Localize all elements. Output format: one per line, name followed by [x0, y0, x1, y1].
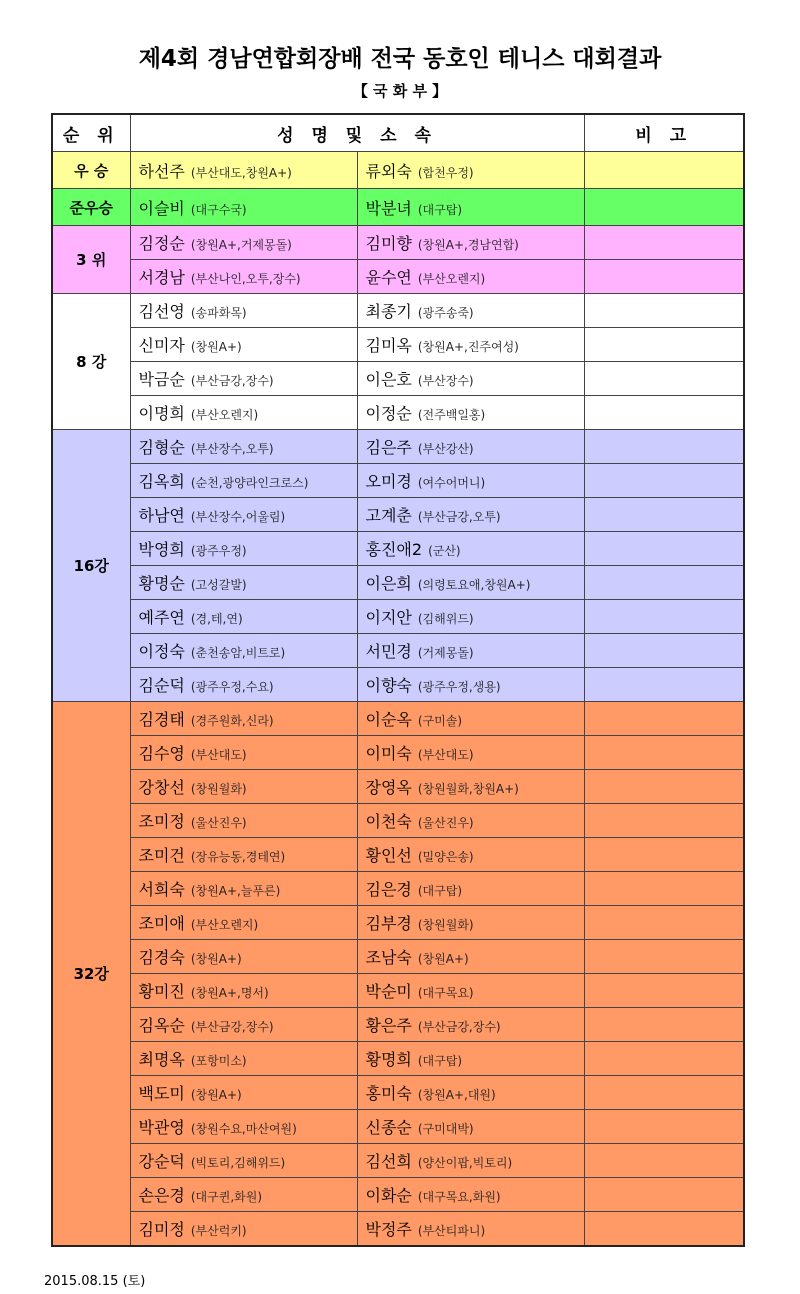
player-cell — [357, 804, 584, 838]
player-name: 조미건 — [138, 846, 185, 865]
table-row — [52, 940, 744, 974]
player-cell — [357, 1178, 584, 1212]
note-cell — [584, 974, 744, 1008]
player-club: (부산럭키) — [190, 1224, 247, 1238]
player-club: (부산강산) — [417, 442, 474, 456]
player-name: 서민경 — [365, 642, 412, 661]
player-cell — [130, 532, 357, 566]
header-row — [52, 114, 744, 152]
player-cell — [357, 430, 584, 464]
table-row — [52, 294, 744, 328]
player-cell — [130, 702, 357, 736]
note-cell — [584, 260, 744, 294]
table-row — [52, 634, 744, 668]
player-name: 이은호 — [365, 370, 412, 389]
player-cell — [357, 328, 584, 362]
player-cell — [130, 396, 357, 430]
player-club: (송파화목) — [190, 306, 247, 320]
table-row — [52, 1110, 744, 1144]
player-cell — [357, 940, 584, 974]
table-row — [52, 736, 744, 770]
note-cell — [584, 189, 744, 226]
player-name: 김정순 — [138, 234, 185, 253]
player-club: (창원수요,마산여원) — [190, 1122, 297, 1136]
player-name: 윤수연 — [365, 268, 412, 287]
player-name: 김옥순 — [138, 1016, 185, 1035]
player-name: 황미진 — [138, 982, 185, 1001]
player-name: 김옥희 — [138, 472, 185, 491]
note-cell — [584, 498, 744, 532]
player-name: 조미정 — [138, 812, 185, 831]
player-name: 이슬비 — [138, 198, 185, 218]
player-cell — [130, 838, 357, 872]
player-name: 김형순 — [138, 438, 185, 457]
player-name: 박순미 — [365, 982, 412, 1001]
note-cell — [584, 600, 744, 634]
table-row — [52, 600, 744, 634]
table-row — [52, 260, 744, 294]
player-club: (창원A+) — [190, 340, 242, 354]
player-name: 황명순 — [138, 574, 185, 593]
player-name: 강순덕 — [138, 1152, 185, 1171]
note-cell — [584, 152, 744, 189]
table-row — [52, 974, 744, 1008]
note-cell — [584, 1008, 744, 1042]
note-cell — [584, 1212, 744, 1247]
rank-cell: 준우승 — [52, 189, 130, 226]
player-cell — [130, 1212, 357, 1247]
rank-cell: 8 강 — [52, 294, 130, 430]
player-name: 조미애 — [138, 914, 185, 933]
player-cell — [130, 600, 357, 634]
player-cell — [130, 940, 357, 974]
player-cell — [357, 668, 584, 702]
player-club: (구미대박) — [417, 1122, 474, 1136]
player-cell — [130, 668, 357, 702]
player-name: 박금순 — [138, 370, 185, 389]
player-cell — [357, 294, 584, 328]
player-cell — [130, 294, 357, 328]
player-club: (여수어머니) — [417, 476, 486, 490]
player-name: 김경숙 — [138, 948, 185, 967]
player-cell — [130, 906, 357, 940]
player-cell — [357, 566, 584, 600]
player-name: 황인선 — [365, 846, 412, 865]
player-cell — [357, 1008, 584, 1042]
table-row — [52, 804, 744, 838]
player-name: 홍미숙 — [365, 1084, 412, 1103]
player-cell — [357, 600, 584, 634]
player-club: (광주우정,생용) — [417, 680, 501, 694]
player-cell — [130, 736, 357, 770]
note-cell — [584, 1110, 744, 1144]
note-cell — [584, 566, 744, 600]
player-club: (합천우정) — [417, 165, 474, 180]
player-cell — [357, 770, 584, 804]
rank-cell: 우 승 — [52, 152, 130, 189]
note-cell — [584, 940, 744, 974]
player-name: 김미옥 — [365, 336, 412, 355]
player-club: (광주우정) — [190, 544, 247, 558]
player-club: (울산진우) — [417, 816, 474, 830]
player-cell — [357, 872, 584, 906]
table-row — [52, 1178, 744, 1212]
player-name: 박정주 — [365, 1220, 412, 1239]
player-name: 하남연 — [138, 506, 185, 525]
note-cell — [584, 226, 744, 260]
player-cell — [130, 1144, 357, 1178]
table-row — [52, 770, 744, 804]
player-club: (부산금강,장수) — [190, 374, 274, 388]
player-club: (부산오렌지) — [417, 272, 486, 286]
player-club: (부산금강,오투) — [417, 510, 501, 524]
player-club: (빅토리,김해위드) — [190, 1156, 286, 1170]
player-club: (구미솔) — [417, 714, 463, 728]
player-club: (밀양은송) — [417, 850, 474, 864]
division-subtitle: 【 국 화 부 】 — [352, 82, 448, 100]
player-cell — [357, 838, 584, 872]
player-club: (양산이팝,빅토리) — [417, 1156, 513, 1170]
player-name: 김경태 — [138, 710, 185, 729]
player-name: 이화순 — [365, 1186, 412, 1205]
player-name: 이순옥 — [365, 710, 412, 729]
player-cell — [357, 702, 584, 736]
player-cell — [130, 770, 357, 804]
table-row — [52, 328, 744, 362]
player-club: (창원A+) — [417, 952, 469, 966]
player-club: (창원A+,대원) — [417, 1088, 496, 1102]
note-cell — [584, 294, 744, 328]
player-name: 신미자 — [138, 336, 185, 355]
player-club: (창원A+,거제몽돌) — [190, 238, 292, 252]
note-cell — [584, 1042, 744, 1076]
player-cell — [130, 362, 357, 396]
player-name: 이향숙 — [365, 676, 412, 695]
player-cell — [130, 634, 357, 668]
player-name: 하선주 — [138, 161, 185, 181]
player-cell — [357, 189, 584, 226]
player-name: 이지안 — [365, 608, 412, 627]
player-cell — [357, 1144, 584, 1178]
player-name: 오미경 — [365, 472, 412, 491]
table-row — [52, 464, 744, 498]
player-cell — [130, 189, 357, 226]
player-club: (부산장수) — [417, 374, 474, 388]
player-cell — [357, 464, 584, 498]
player-club: (전주백일홍) — [417, 408, 486, 422]
header-name-affiliation: 성 명 및 소 속 — [130, 114, 584, 152]
player-club: (의령토요애,창원A+) — [417, 578, 531, 592]
date-footer: 2015.08.15 (토) — [44, 1274, 146, 1289]
note-cell — [584, 770, 744, 804]
player-club: (창원A+,경남연합) — [417, 238, 519, 252]
note-cell — [584, 668, 744, 702]
player-cell — [130, 260, 357, 294]
player-name: 신종순 — [365, 1118, 412, 1137]
player-club: (부산금강,장수) — [190, 1020, 274, 1034]
player-club: (김해위드) — [417, 612, 474, 626]
note-cell — [584, 532, 744, 566]
note-cell — [584, 872, 744, 906]
player-club: (부산대도,창원A+) — [190, 165, 292, 180]
note-cell — [584, 634, 744, 668]
player-cell — [357, 736, 584, 770]
player-club: (경주원화,신라) — [190, 714, 274, 728]
player-cell — [130, 1178, 357, 1212]
player-cell — [357, 906, 584, 940]
player-club: (창원월화) — [190, 782, 247, 796]
player-club: (광주우정,수요) — [190, 680, 274, 694]
table-row — [52, 226, 744, 260]
player-club: (고성갈발) — [190, 578, 247, 592]
player-club: (대구퀸,화원) — [190, 1190, 263, 1204]
player-cell — [130, 974, 357, 1008]
player-club: (창원A+) — [190, 952, 242, 966]
table-row — [52, 1042, 744, 1076]
player-cell — [357, 362, 584, 396]
player-name: 예주연 — [138, 608, 185, 627]
table-row — [52, 566, 744, 600]
player-cell — [357, 260, 584, 294]
player-cell — [130, 1110, 357, 1144]
rank-cell: 3 위 — [52, 226, 130, 294]
player-name: 이천숙 — [365, 812, 412, 831]
player-cell — [130, 328, 357, 362]
player-name: 최명옥 — [138, 1050, 185, 1069]
player-name: 박영희 — [138, 540, 185, 559]
player-name: 최종기 — [365, 302, 412, 321]
note-cell — [584, 906, 744, 940]
player-name: 박관영 — [138, 1118, 185, 1137]
table-row — [52, 396, 744, 430]
player-name: 류외숙 — [365, 161, 412, 181]
player-name: 이정숙 — [138, 642, 185, 661]
player-name: 조남숙 — [365, 948, 412, 967]
player-club: (부산장수,어울림) — [190, 510, 286, 524]
note-cell — [584, 804, 744, 838]
player-club: (경,테,연) — [190, 612, 243, 626]
player-cell — [130, 430, 357, 464]
player-name: 김수영 — [138, 744, 185, 763]
player-cell — [357, 1110, 584, 1144]
player-name: 홍진애2 — [365, 540, 423, 559]
header-note: 비 고 — [584, 114, 744, 152]
player-cell — [357, 1076, 584, 1110]
player-name: 이명희 — [138, 404, 185, 423]
table-row — [52, 668, 744, 702]
player-cell — [357, 1042, 584, 1076]
results-table — [51, 113, 745, 1247]
header-rank: 순 위 — [52, 114, 130, 152]
player-club: (장유능동,경테연) — [190, 850, 286, 864]
player-cell — [357, 396, 584, 430]
rank-cell: 32강 — [52, 702, 130, 1247]
player-club: (부산금강,장수) — [417, 1020, 501, 1034]
player-cell — [130, 498, 357, 532]
player-club: (부산대도) — [417, 748, 474, 762]
table-row — [52, 838, 744, 872]
player-cell — [130, 872, 357, 906]
note-cell — [584, 328, 744, 362]
player-club: (춘천송암,비트로) — [190, 646, 286, 660]
player-name: 이은희 — [365, 574, 412, 593]
player-name: 박분녀 — [365, 198, 412, 218]
player-name: 황명희 — [365, 1050, 412, 1069]
player-club: (창원A+,늘푸른) — [190, 884, 281, 898]
player-club: (포항미소) — [190, 1054, 247, 1068]
note-cell — [584, 838, 744, 872]
page-title: 제4회 경남연합회장배 전국 동호인 테니스 대회결과 — [138, 46, 662, 72]
note-cell — [584, 1178, 744, 1212]
table-row — [52, 532, 744, 566]
table-row — [52, 498, 744, 532]
rank-cell: 16강 — [52, 430, 130, 702]
player-name: 김선영 — [138, 302, 185, 321]
player-club: (대구탑) — [417, 884, 463, 898]
player-name: 백도미 — [138, 1084, 185, 1103]
note-cell — [584, 396, 744, 430]
player-cell — [130, 804, 357, 838]
player-cell — [130, 1042, 357, 1076]
player-name: 고계춘 — [365, 506, 412, 525]
player-club: (창원A+) — [190, 1088, 242, 1102]
player-cell — [357, 498, 584, 532]
player-club: (부산장수,오투) — [190, 442, 274, 456]
player-cell — [357, 634, 584, 668]
player-cell — [130, 464, 357, 498]
table-row — [52, 1212, 744, 1247]
player-cell — [357, 974, 584, 1008]
player-cell — [357, 1212, 584, 1247]
player-name: 김순덕 — [138, 676, 185, 695]
player-cell — [130, 152, 357, 189]
table-row — [52, 1008, 744, 1042]
player-name: 황은주 — [365, 1016, 412, 1035]
player-name: 강창선 — [138, 778, 185, 797]
table-row — [52, 872, 744, 906]
player-cell — [130, 1076, 357, 1110]
note-cell — [584, 1076, 744, 1110]
player-club: (대구탑) — [417, 1054, 463, 1068]
player-cell — [130, 1008, 357, 1042]
player-name: 김은경 — [365, 880, 412, 899]
player-name: 서경남 — [138, 268, 185, 287]
player-name: 김은주 — [365, 438, 412, 457]
player-name: 손은경 — [138, 1186, 185, 1205]
player-name: 이미숙 — [365, 744, 412, 763]
table-row — [52, 152, 744, 189]
player-cell — [357, 226, 584, 260]
player-cell — [130, 566, 357, 600]
table-row — [52, 1076, 744, 1110]
table-row — [52, 906, 744, 940]
table-row — [52, 1144, 744, 1178]
player-name: 김미향 — [365, 234, 412, 253]
player-club: (울산진우) — [190, 816, 247, 830]
note-cell — [584, 464, 744, 498]
player-name: 김미정 — [138, 1220, 185, 1239]
player-cell — [357, 532, 584, 566]
note-cell — [584, 702, 744, 736]
table-row — [52, 362, 744, 396]
note-cell — [584, 1144, 744, 1178]
player-club: (순천,광양라인크로스) — [190, 476, 309, 490]
player-club: (창원A+,진주여성) — [417, 340, 519, 354]
player-cell — [130, 226, 357, 260]
player-club: (거제몽돌) — [417, 646, 474, 660]
player-club: (부산대도) — [190, 748, 247, 762]
table-row — [52, 189, 744, 226]
player-club: (광주송죽) — [417, 306, 474, 320]
player-name: 장영옥 — [365, 778, 412, 797]
player-name: 서희숙 — [138, 880, 185, 899]
player-club: (창원월화,창원A+) — [417, 782, 519, 796]
player-name: 김선희 — [365, 1152, 412, 1171]
table-row — [52, 702, 744, 736]
player-club: (창원A+,명서) — [190, 986, 269, 1000]
player-club: (부산오렌지) — [190, 918, 259, 932]
player-club: (부산오렌지) — [190, 408, 259, 422]
player-club: (군산) — [428, 544, 461, 558]
note-cell — [584, 736, 744, 770]
player-club: (부산티파니) — [417, 1224, 486, 1238]
player-name: 이정순 — [365, 404, 412, 423]
table-row — [52, 430, 744, 464]
note-cell — [584, 362, 744, 396]
player-name: 김부경 — [365, 914, 412, 933]
player-club: (대구수국) — [190, 202, 247, 217]
player-cell — [357, 152, 584, 189]
player-club: (대구목요,화원) — [417, 1190, 501, 1204]
results-body — [52, 152, 744, 1247]
player-club: (대구목요) — [417, 986, 474, 1000]
player-club: (창원월화) — [417, 918, 474, 932]
note-cell — [584, 430, 744, 464]
player-club: (대구탑) — [417, 202, 463, 217]
player-club: (부산나인,오투,장수) — [190, 272, 301, 286]
